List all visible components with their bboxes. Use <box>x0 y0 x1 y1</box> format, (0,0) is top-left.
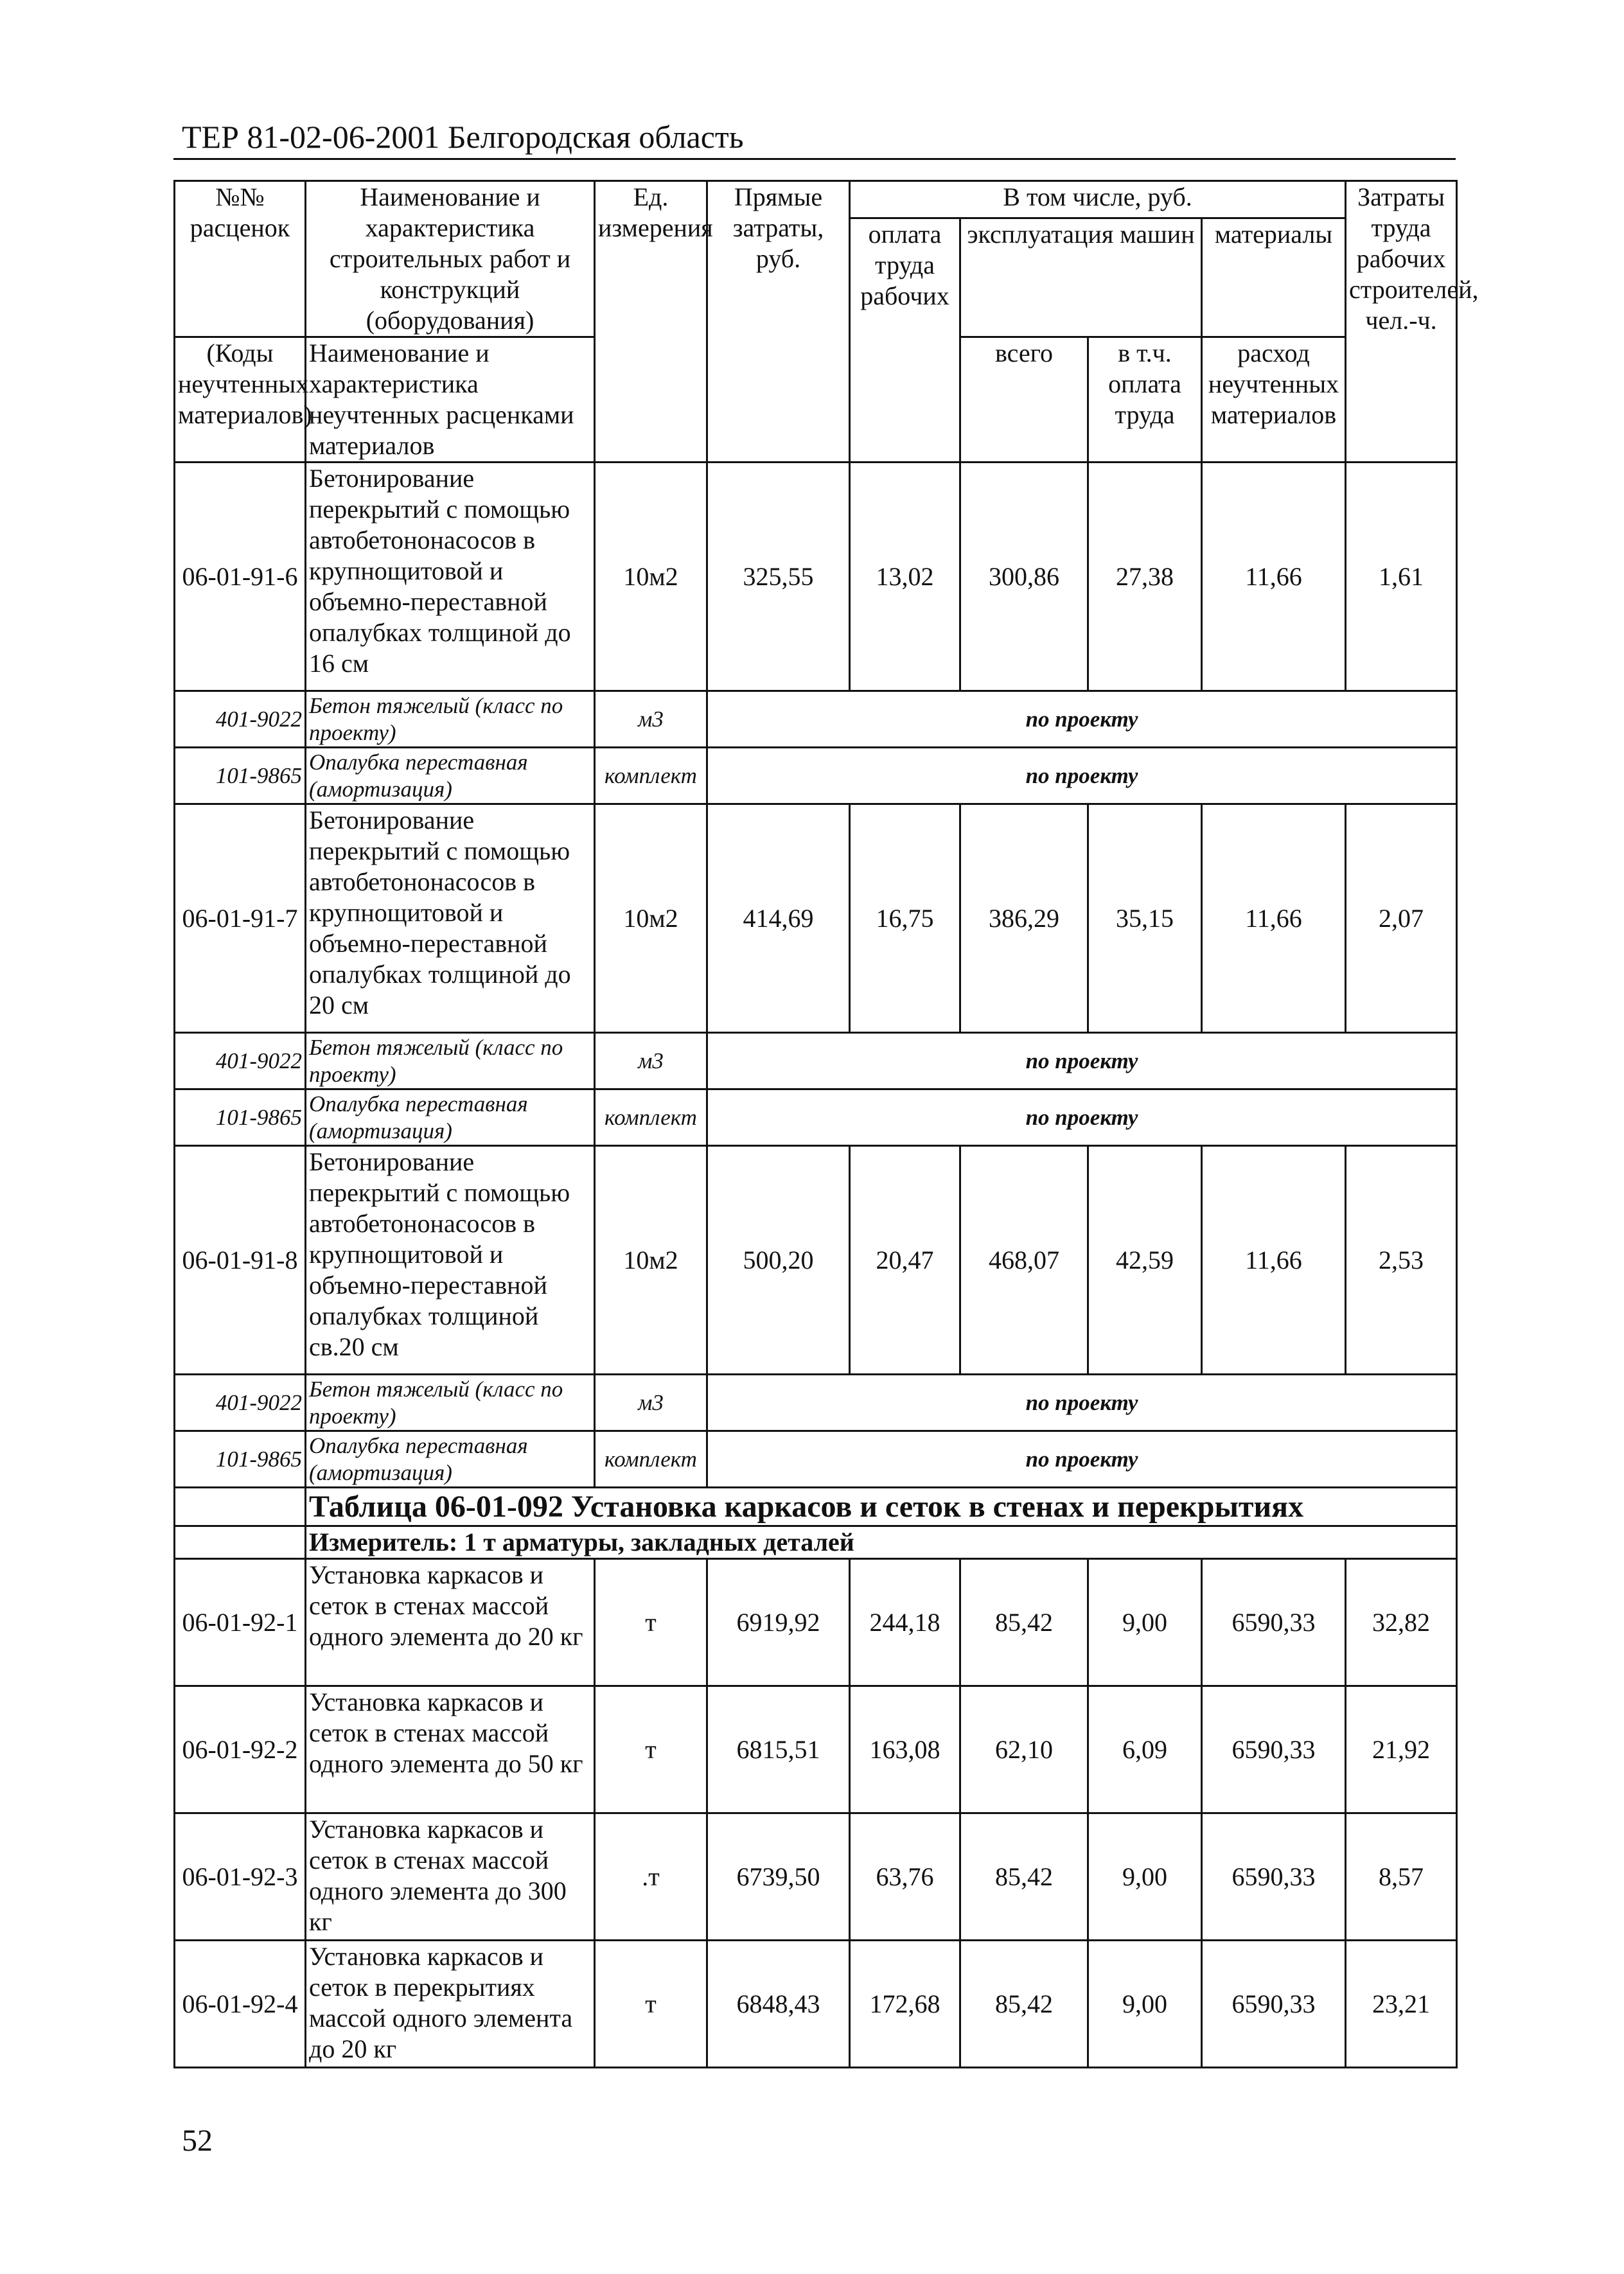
material-code: 101-9865 <box>175 1089 306 1146</box>
rate-direct: 414,69 <box>707 804 850 1033</box>
material-unit: м3 <box>595 691 707 748</box>
material-name: Опалубка переставная (амортизация) <box>306 1089 595 1146</box>
rate-wage: 20,47 <box>850 1146 960 1375</box>
header-code: №№ расценок <box>175 181 306 337</box>
rate-materials: 6590,33 <box>1202 1559 1346 1686</box>
rate-materials: 11,66 <box>1202 463 1346 691</box>
material-code: 401-9022 <box>175 691 306 748</box>
rate-name: Установка каркасов и сеток в стенах массой одного элемента до 50 кг <box>306 1686 595 1813</box>
rate-labor: 1,61 <box>1346 463 1457 691</box>
header-machines-total: всего <box>960 337 1088 463</box>
rate-direct: 6919,92 <box>707 1559 850 1686</box>
rate-materials: 11,66 <box>1202 1146 1346 1375</box>
rate-machines-wage: 9,00 <box>1088 1813 1202 1941</box>
rate-machines: 85,42 <box>960 1559 1088 1686</box>
rate-code: 06-01-92-2 <box>175 1686 306 1813</box>
rate-wage: 13,02 <box>850 463 960 691</box>
section-measure: Измеритель: 1 т арматуры, закладных деталей <box>306 1526 1457 1559</box>
rate-direct: 6848,43 <box>707 1941 850 2068</box>
rate-unit: 10м2 <box>595 1146 707 1375</box>
rate-direct: 6815,51 <box>707 1686 850 1813</box>
rate-code: 06-01-92-4 <box>175 1941 306 2068</box>
rate-machines: 85,42 <box>960 1941 1088 2068</box>
material-note: по проекту <box>707 1033 1457 1089</box>
rate-machines: 85,42 <box>960 1813 1088 1941</box>
rate-labor: 21,92 <box>1346 1686 1457 1813</box>
rate-materials: 6590,33 <box>1202 1813 1346 1941</box>
rate-unit: 10м2 <box>595 804 707 1033</box>
rate-wage: 244,18 <box>850 1559 960 1686</box>
rate-code: 06-01-91-6 <box>175 463 306 691</box>
header-machines-wage: в т.ч. оплата труда <box>1088 337 1202 463</box>
rate-code: 06-01-92-3 <box>175 1813 306 1941</box>
rate-code: 06-01-92-1 <box>175 1559 306 1686</box>
header-including: В том числе, руб. <box>850 181 1346 218</box>
header-labor: Затраты труда рабочих строителей, чел.-ч. <box>1346 181 1457 463</box>
section-spacer <box>175 1488 306 1526</box>
header-machines: эксплуатация машин <box>960 218 1202 337</box>
material-note: по проекту <box>707 1431 1457 1488</box>
header-materials: материалы <box>1202 218 1346 337</box>
material-code: 401-9022 <box>175 1375 306 1431</box>
rate-labor: 8,57 <box>1346 1813 1457 1941</box>
rate-labor: 23,21 <box>1346 1941 1457 2068</box>
rate-wage: 163,08 <box>850 1686 960 1813</box>
header-name: Наименование и характеристика строительных работ и конструкций (оборудования) <box>306 181 595 337</box>
rate-machines-wage: 27,38 <box>1088 463 1202 691</box>
material-name: Бетон тяжелый (класс по проекту) <box>306 1033 595 1089</box>
rate-unit: т <box>595 1559 707 1686</box>
material-code: 101-9865 <box>175 748 306 804</box>
rates-table <box>173 180 1479 2068</box>
rate-machines-wage: 42,59 <box>1088 1146 1202 1375</box>
rate-wage: 16,75 <box>850 804 960 1033</box>
material-code: 101-9865 <box>175 1431 306 1488</box>
rate-name: Бетонирование перекрытий с помощью автобетононасосов в крупнощитовой и объемно-переставной опалубках толщиной св.20 см <box>306 1146 595 1375</box>
rate-unit: т <box>595 1941 707 2068</box>
header-unaccounted-code: (Коды неучтенных материалов) <box>175 337 306 463</box>
rate-machines: 62,10 <box>960 1686 1088 1813</box>
rate-labor: 2,53 <box>1346 1146 1457 1375</box>
material-note: по проекту <box>707 1089 1457 1146</box>
rate-machines-wage: 6,09 <box>1088 1686 1202 1813</box>
header-unaccounted-name: Наименование и характеристика неучтенных расценками материалов <box>306 337 595 463</box>
header-unaccounted-usage: расход неучтенных материалов <box>1202 337 1346 463</box>
rate-unit: 10м2 <box>595 463 707 691</box>
rate-materials: 6590,33 <box>1202 1686 1346 1813</box>
section-spacer <box>175 1526 306 1559</box>
header-divider <box>173 158 1456 160</box>
rate-machines: 468,07 <box>960 1146 1088 1375</box>
rate-direct: 325,55 <box>707 463 850 691</box>
header-direct: Прямые затраты, руб. <box>707 181 850 463</box>
material-name: Опалубка переставная (амортизация) <box>306 1431 595 1488</box>
rate-machines: 386,29 <box>960 804 1088 1033</box>
header-wage: оплата труда рабочих <box>850 218 960 463</box>
material-name: Бетон тяжелый (класс по проекту) <box>306 1375 595 1431</box>
material-name: Опалубка переставная (амортизация) <box>306 748 595 804</box>
material-unit: комплект <box>595 1431 707 1488</box>
rate-code: 06-01-91-8 <box>175 1146 306 1375</box>
header-unit: Ед. измерения <box>595 181 707 463</box>
page-number: 52 <box>182 2124 213 2158</box>
rate-name: Бетонирование перекрытий с помощью автобетононасосов в крупнощитовой и объемно-переставной опалубках толщиной до 20 см <box>306 804 595 1033</box>
rate-direct: 500,20 <box>707 1146 850 1375</box>
material-unit: м3 <box>595 1375 707 1431</box>
rate-name: Установка каркасов и сеток в перекрытиях массой одного элемента до 20 кг <box>306 1941 595 2068</box>
material-note: по проекту <box>707 1375 1457 1431</box>
section-title: Таблица 06-01-092 Установка каркасов и сеток в стенах и перекрытиях <box>306 1488 1457 1526</box>
material-unit: комплект <box>595 748 707 804</box>
rate-machines-wage: 35,15 <box>1088 804 1202 1033</box>
rate-materials: 11,66 <box>1202 804 1346 1033</box>
rate-direct: 6739,50 <box>707 1813 850 1941</box>
rate-labor: 2,07 <box>1346 804 1457 1033</box>
rate-name: Установка каркасов и сеток в стенах массой одного элемента до 20 кг <box>306 1559 595 1686</box>
page-header-title: ТЕР 81-02-06-2001 Белгородская область <box>182 119 744 155</box>
rate-name: Бетонирование перекрытий с помощью автобетононасосов в крупнощитовой и объемно-переставной опалубках толщиной до 16 см <box>306 463 595 691</box>
material-unit: м3 <box>595 1033 707 1089</box>
rate-wage: 63,76 <box>850 1813 960 1941</box>
rate-name: Установка каркасов и сеток в стенах массой одного элемента до 300 кг <box>306 1813 595 1941</box>
material-note: по проекту <box>707 748 1457 804</box>
rate-code: 06-01-91-7 <box>175 804 306 1033</box>
material-unit: комплект <box>595 1089 707 1146</box>
material-note: по проекту <box>707 691 1457 748</box>
rate-machines-wage: 9,00 <box>1088 1941 1202 2068</box>
material-code: 401-9022 <box>175 1033 306 1089</box>
rate-machines-wage: 9,00 <box>1088 1559 1202 1686</box>
rate-labor: 32,82 <box>1346 1559 1457 1686</box>
rate-wage: 172,68 <box>850 1941 960 2068</box>
material-name: Бетон тяжелый (класс по проекту) <box>306 691 595 748</box>
rate-unit: т <box>595 1686 707 1813</box>
rate-materials: 6590,33 <box>1202 1941 1346 2068</box>
rate-machines: 300,86 <box>960 463 1088 691</box>
rate-unit: .т <box>595 1813 707 1941</box>
